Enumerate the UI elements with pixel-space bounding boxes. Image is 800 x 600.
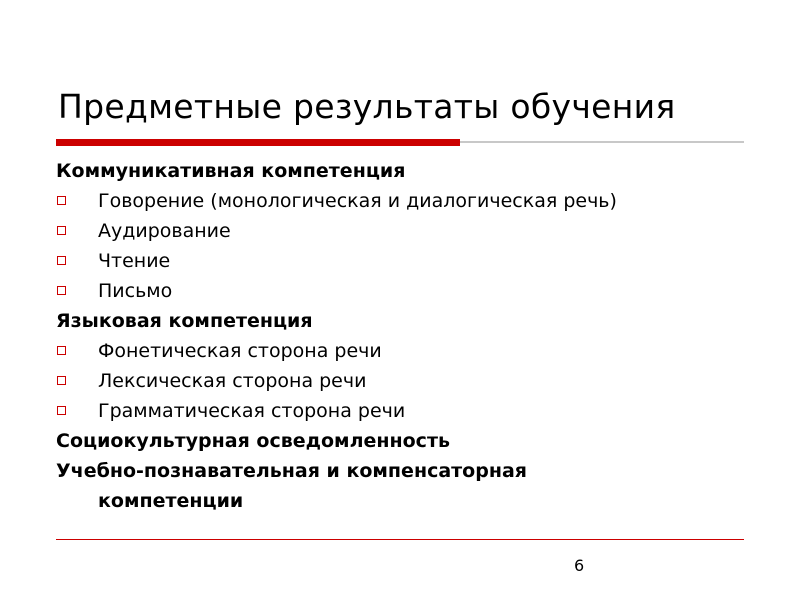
square-bullet-icon <box>57 376 66 385</box>
page-number: 6 <box>574 556 585 575</box>
footer-divider-line <box>56 539 744 540</box>
list-item <box>56 216 756 246</box>
section-heading-sociocultural: Социокультурная осведомленность <box>56 430 450 452</box>
square-bullet-icon <box>57 286 66 295</box>
list-item-text: Фонетическая сторона речи <box>98 340 382 362</box>
section-heading-communicative: Коммуникативная компетенция <box>56 160 406 182</box>
square-bullet-icon <box>57 226 66 235</box>
section-heading-educational-continued: компетенции <box>98 490 244 512</box>
list-item-text: Говорение (монологическая и диалогическая речь) <box>98 190 617 212</box>
list-item <box>56 366 756 396</box>
square-bullet-icon <box>57 256 66 265</box>
section-heading-linguistic: Языковая компетенция <box>56 310 313 332</box>
slide-content <box>56 156 756 516</box>
square-bullet-icon <box>57 406 66 415</box>
list-item-text: Письмо <box>98 280 173 302</box>
square-bullet-icon <box>57 196 66 205</box>
square-bullet-icon <box>57 346 66 355</box>
slide-title: Предметные результаты обучения <box>58 87 676 126</box>
section-heading-educational: Учебно-познавательная и компенсаторная <box>56 460 527 482</box>
list-item <box>56 246 756 276</box>
title-accent-bar <box>56 139 460 146</box>
list-item-text: Грамматическая сторона речи <box>98 400 406 422</box>
list-item <box>56 186 756 216</box>
list-item <box>56 336 756 366</box>
list-item-text: Чтение <box>98 250 171 272</box>
list-item-text: Аудирование <box>98 220 231 242</box>
list-item-text: Лексическая сторона речи <box>98 370 367 392</box>
list-item <box>56 276 756 306</box>
list-item <box>56 396 756 426</box>
title-divider-line <box>460 141 744 143</box>
